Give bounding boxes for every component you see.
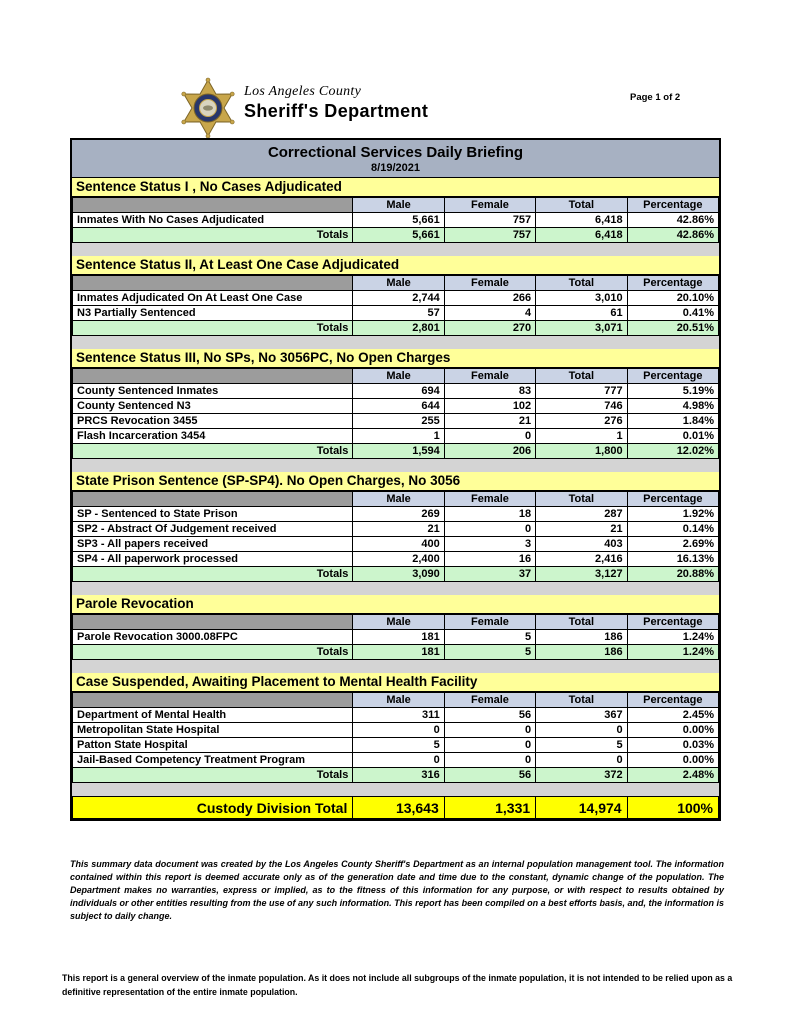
cell-total: 367 [536, 708, 627, 723]
cell-female: 0 [444, 738, 535, 753]
totals-label: Totals [73, 321, 353, 336]
column-header-male: Male [353, 369, 444, 384]
totals-label: Totals [73, 567, 353, 582]
column-header-percentage: Percentage [627, 276, 718, 291]
cell-male: 255 [353, 414, 444, 429]
column-header-male: Male [353, 615, 444, 630]
row-label: Patton State Hospital [73, 738, 353, 753]
column-header-percentage: Percentage [627, 693, 718, 708]
table-row [73, 291, 719, 306]
table-row [73, 384, 719, 399]
report-container [70, 138, 721, 821]
grand-total-female: 1,331 [444, 797, 535, 819]
grand-total-label: Custody Division Total [73, 797, 353, 819]
table-row [73, 630, 719, 645]
column-header-female: Female [444, 369, 535, 384]
row-label: Inmates Adjudicated On At Least One Case [73, 291, 353, 306]
column-header-spacer [73, 276, 353, 291]
cell-male: 311 [353, 708, 444, 723]
section-table [72, 368, 719, 459]
cell-male: 694 [353, 384, 444, 399]
grand-total-male: 13,643 [353, 797, 444, 819]
page-header [178, 76, 428, 140]
totals-total: 3,127 [536, 567, 627, 582]
row-label: N3 Partially Sentenced [73, 306, 353, 321]
column-header-percentage: Percentage [627, 492, 718, 507]
column-header-male: Male [353, 198, 444, 213]
cell-female: 0 [444, 753, 535, 768]
column-header-row [73, 369, 719, 384]
cell-male: 269 [353, 507, 444, 522]
column-header-row [73, 492, 719, 507]
report-title: Correctional Services Daily Briefing [267, 144, 524, 161]
cell-percentage: 4.98% [627, 399, 718, 414]
table-row [73, 414, 719, 429]
totals-male: 2,801 [353, 321, 444, 336]
totals-row [73, 567, 719, 582]
column-header-spacer [73, 492, 353, 507]
cell-male: 1 [353, 429, 444, 444]
row-label: County Sentenced Inmates [73, 384, 353, 399]
totals-percentage: 20.51% [627, 321, 718, 336]
report-date: 8/19/2021 [371, 162, 420, 174]
row-label: Parole Revocation 3000.08FPC [73, 630, 353, 645]
totals-row [73, 228, 719, 243]
sheriff-star-badge-icon [178, 76, 238, 140]
cell-male: 644 [353, 399, 444, 414]
column-header-spacer [73, 369, 353, 384]
grand-total-table [72, 796, 719, 819]
cell-male: 21 [353, 522, 444, 537]
column-header-row [73, 615, 719, 630]
cell-male: 400 [353, 537, 444, 552]
column-header-total: Total [536, 615, 627, 630]
cell-female: 21 [444, 414, 535, 429]
cell-female: 102 [444, 399, 535, 414]
row-label: SP4 - All paperwork processed [73, 552, 353, 567]
section-state-prison-sentence [72, 472, 719, 582]
totals-female: 206 [444, 444, 535, 459]
row-label: Inmates With No Cases Adjudicated [73, 213, 353, 228]
cell-male: 0 [353, 753, 444, 768]
cell-total: 403 [536, 537, 627, 552]
cell-female: 83 [444, 384, 535, 399]
totals-row [73, 444, 719, 459]
table-row [73, 753, 719, 768]
cell-female: 266 [444, 291, 535, 306]
grand-total-percentage: 100% [627, 797, 718, 819]
column-header-spacer [73, 198, 353, 213]
row-label: Flash Incarceration 3454 [73, 429, 353, 444]
cell-total: 6,418 [536, 213, 627, 228]
row-label: SP3 - All papers received [73, 537, 353, 552]
table-row [73, 507, 719, 522]
totals-label: Totals [73, 444, 353, 459]
column-header-row [73, 276, 719, 291]
column-header-percentage: Percentage [627, 198, 718, 213]
table-row [73, 399, 719, 414]
row-label: County Sentenced N3 [73, 399, 353, 414]
table-row [73, 537, 719, 552]
section-table [72, 491, 719, 582]
column-header-female: Female [444, 693, 535, 708]
totals-label: Totals [73, 768, 353, 783]
totals-male: 316 [353, 768, 444, 783]
cell-total: 2,416 [536, 552, 627, 567]
totals-female: 757 [444, 228, 535, 243]
report-title-bar [72, 140, 719, 178]
cell-percentage: 2.69% [627, 537, 718, 552]
column-header-total: Total [536, 198, 627, 213]
cell-male: 0 [353, 723, 444, 738]
section-parole-revocation [72, 595, 719, 660]
table-row [73, 708, 719, 723]
column-header-male: Male [353, 276, 444, 291]
totals-female: 37 [444, 567, 535, 582]
cell-percentage: 16.13% [627, 552, 718, 567]
table-row [73, 738, 719, 753]
cell-total: 21 [536, 522, 627, 537]
totals-percentage: 1.24% [627, 645, 718, 660]
table-row [73, 522, 719, 537]
page-number-label: Page 1 of 2 [630, 92, 681, 103]
cell-female: 4 [444, 306, 535, 321]
cell-percentage: 1.92% [627, 507, 718, 522]
footnote-text: This report is a general overview of the inmate population. As it does not include all subgroups of the inmate population, it is not intended to be relied upon as a definitive representation of the entire inmate population. [62, 973, 733, 997]
row-label: SP2 - Abstract Of Judgement received [73, 522, 353, 537]
cell-percentage: 20.10% [627, 291, 718, 306]
row-label: Jail-Based Competency Treatment Program [73, 753, 353, 768]
cell-total: 5 [536, 738, 627, 753]
section-table [72, 197, 719, 243]
table-row [73, 429, 719, 444]
cell-total: 0 [536, 753, 627, 768]
cell-female: 757 [444, 213, 535, 228]
row-label: Metropolitan State Hospital [73, 723, 353, 738]
section-table [72, 275, 719, 336]
logo-text [244, 76, 428, 122]
cell-female: 0 [444, 522, 535, 537]
totals-male: 181 [353, 645, 444, 660]
section-title: Sentence Status II, At Least One Case Adjudicated [72, 256, 719, 275]
cell-female: 16 [444, 552, 535, 567]
section-sentence-status-3 [72, 349, 719, 459]
row-label: Department of Mental Health [73, 708, 353, 723]
row-label: SP - Sentenced to State Prison [73, 507, 353, 522]
logo-county-text: Los Angeles County [244, 84, 362, 99]
cell-total: 3,010 [536, 291, 627, 306]
totals-label: Totals [73, 645, 353, 660]
totals-total: 372 [536, 768, 627, 783]
column-header-female: Female [444, 198, 535, 213]
cell-female: 18 [444, 507, 535, 522]
cell-male: 5 [353, 738, 444, 753]
column-header-female: Female [444, 492, 535, 507]
row-label: PRCS Revocation 3455 [73, 414, 353, 429]
cell-total: 746 [536, 399, 627, 414]
cell-male: 2,744 [353, 291, 444, 306]
cell-percentage: 0.03% [627, 738, 718, 753]
section-sentence-status-1 [72, 178, 719, 243]
grand-total-total: 14,974 [536, 797, 627, 819]
totals-percentage: 2.48% [627, 768, 718, 783]
grand-total-row [73, 797, 719, 819]
column-header-male: Male [353, 693, 444, 708]
cell-percentage: 5.19% [627, 384, 718, 399]
totals-total: 6,418 [536, 228, 627, 243]
cell-total: 186 [536, 630, 627, 645]
column-header-percentage: Percentage [627, 615, 718, 630]
section-title: Sentence Status III, No SPs, No 3056PC, No Open Charges [72, 349, 719, 368]
cell-total: 276 [536, 414, 627, 429]
cell-percentage: 0.14% [627, 522, 718, 537]
totals-row [73, 645, 719, 660]
totals-male: 3,090 [353, 567, 444, 582]
totals-row [73, 321, 719, 336]
column-header-row [73, 198, 719, 213]
cell-total: 0 [536, 723, 627, 738]
section-title: Parole Revocation [72, 595, 719, 614]
cell-percentage: 0.00% [627, 753, 718, 768]
table-row [73, 306, 719, 321]
column-header-female: Female [444, 615, 535, 630]
cell-female: 56 [444, 708, 535, 723]
cell-female: 3 [444, 537, 535, 552]
table-row [73, 552, 719, 567]
totals-total: 186 [536, 645, 627, 660]
cell-male: 2,400 [353, 552, 444, 567]
column-header-row [73, 693, 719, 708]
cell-percentage: 0.01% [627, 429, 718, 444]
cell-percentage: 0.41% [627, 306, 718, 321]
cell-male: 57 [353, 306, 444, 321]
totals-male: 5,661 [353, 228, 444, 243]
cell-total: 777 [536, 384, 627, 399]
cell-female: 0 [444, 429, 535, 444]
cell-percentage: 42.86% [627, 213, 718, 228]
column-header-total: Total [536, 369, 627, 384]
section-mental-health [72, 673, 719, 783]
totals-percentage: 20.88% [627, 567, 718, 582]
table-row [73, 213, 719, 228]
section-table [72, 614, 719, 660]
section-title: Sentence Status I , No Cases Adjudicated [72, 178, 719, 197]
column-header-total: Total [536, 693, 627, 708]
cell-percentage: 1.84% [627, 414, 718, 429]
cell-total: 287 [536, 507, 627, 522]
totals-row [73, 768, 719, 783]
totals-female: 56 [444, 768, 535, 783]
cell-male: 181 [353, 630, 444, 645]
totals-female: 270 [444, 321, 535, 336]
column-header-female: Female [444, 276, 535, 291]
cell-percentage: 0.00% [627, 723, 718, 738]
totals-female: 5 [444, 645, 535, 660]
column-header-spacer [73, 693, 353, 708]
cell-total: 61 [536, 306, 627, 321]
cell-female: 0 [444, 723, 535, 738]
totals-total: 1,800 [536, 444, 627, 459]
column-header-total: Total [536, 276, 627, 291]
column-header-percentage: Percentage [627, 369, 718, 384]
cell-male: 5,661 [353, 213, 444, 228]
section-title: Case Suspended, Awaiting Placement to Mental Health Facility [72, 673, 719, 692]
disclaimer-text: This summary data document was created by the Los Angeles County Sheriff's Department as an internal population management tool. The information contained within this report is deemed accurate only as of the generation date and time due to the constant, dynamic change of the population. The Department makes no warranties, express or implied, as to the fitness of this information for any purpose, or with respect to results obtained by individuals or other entities resulting from the use of any such information. This report has been compiled on a best efforts basis, and, the information is subject to daily change. [70, 859, 724, 921]
cell-female: 5 [444, 630, 535, 645]
totals-male: 1,594 [353, 444, 444, 459]
logo-department-text: Sheriff's Department [244, 101, 429, 121]
cell-total: 1 [536, 429, 627, 444]
column-header-spacer [73, 615, 353, 630]
table-row [73, 723, 719, 738]
totals-label: Totals [73, 228, 353, 243]
totals-percentage: 42.86% [627, 228, 718, 243]
cell-percentage: 1.24% [627, 630, 718, 645]
totals-percentage: 12.02% [627, 444, 718, 459]
column-header-total: Total [536, 492, 627, 507]
totals-total: 3,071 [536, 321, 627, 336]
column-header-male: Male [353, 492, 444, 507]
section-title: State Prison Sentence (SP-SP4). No Open Charges, No 3056 [72, 472, 719, 491]
cell-percentage: 2.45% [627, 708, 718, 723]
section-sentence-status-2 [72, 256, 719, 336]
section-table [72, 692, 719, 783]
